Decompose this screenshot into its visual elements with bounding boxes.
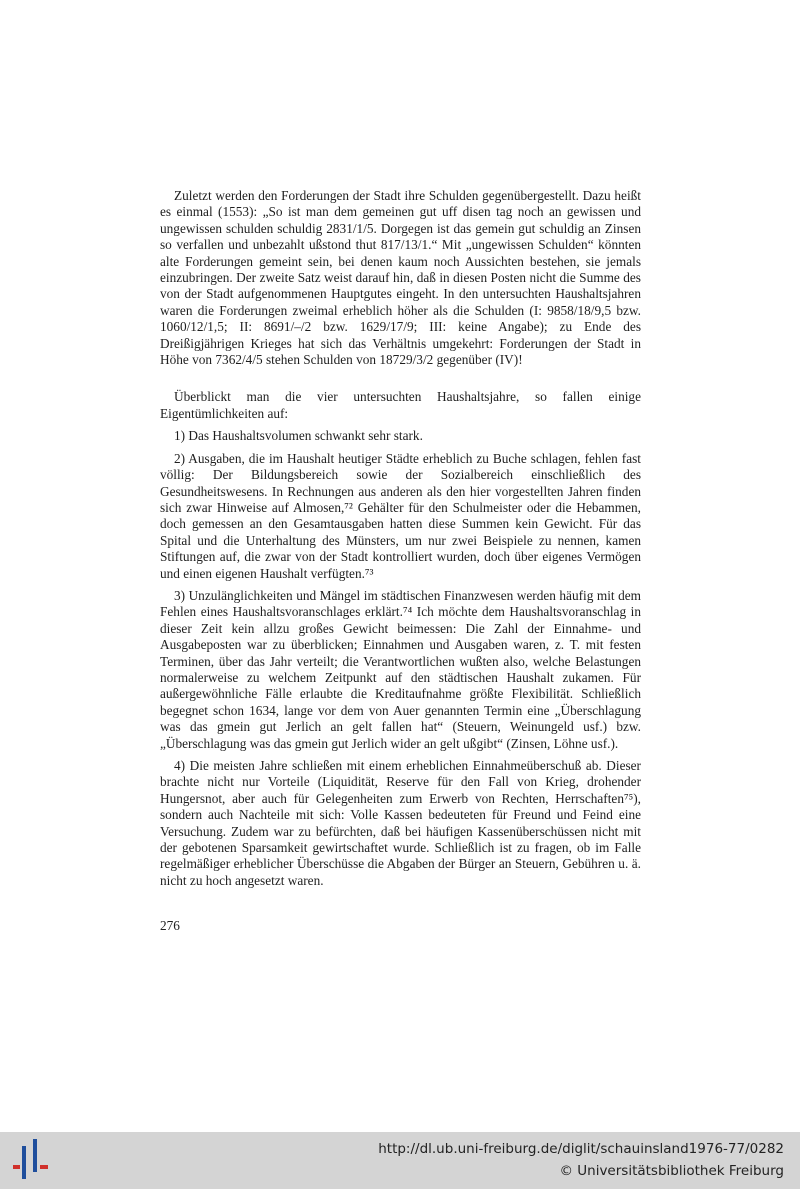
footer-bar	[0, 1132, 800, 1189]
page-text	[160, 188, 641, 895]
list-item-2: 2) Ausgaben, die im Haushalt heutiger Städte erheblich zu Buche schlagen, fehlen fast völlig: Der Bildungsbereich sowie der Sozialbereich einschließlich des Gesundheitswesens. In Rechnungen aus anderen als den hier vorgestellten Jahren finden sich zwar Hinweise auf Almosen,⁷² Gehälter für den Schulmeister oder die Hebammen, doch gemessen an den Gesamtausgaben hatten diese Summen kein Gewicht. Für das Spital und die Unterhaltung des Münsters, um nur zwei Beispiele zu nennen, kamen Stiftungen auf, die zwar von der Stadt kontrolliert wurden, doch über eigenes Vermögen und einen eigenen Haushalt verfügten.⁷³	[160, 450, 641, 581]
logo-dash-red-right	[40, 1165, 48, 1169]
logo-bar-blue-left	[22, 1146, 26, 1179]
ub-freiburg-logo-icon	[13, 1137, 53, 1183]
paragraph-debts: Zuletzt werden den Forderungen der Stadt ihre Schulden gegenübergestellt. Dazu heißt es einmal (1553): „So ist man dem gemeinen gut uff disen tag noch an gewissen und ungewissen schulden schuldig 2831/1/5. Dorgegen ist das gemein gut schuldig an Zinsen so verfallen und unbezahlt ußstond thut 817/13/1.“ Mit „ungewissen Schulden“ könnten alte Forderungen gemeint sein, bei denen kaum noch Aussichten bestehen, sie jemals einzubringen. Der zweite Satz weist darauf hin, daß in diesen Posten nicht die Summe des von der Stadt aufgenommenen Hauptgutes eingeht. In den untersuchten Haushaltsjahren waren die Forderungen zweimal erheblich höher als die Schulden (I: 9858/18/9,5 bzw. 1060/12/1,5; II: 8691/–/2 bzw. 1629/17/9; III: keine Angabe); zu Ende des Dreißigjährigen Krieges hat sich das Verhältnis umgekehrt: Forderungen der Stadt in Höhe von 7362/4/5 stehen Schulden von 18729/3/2 gegenüber (IV)!	[160, 188, 641, 368]
logo-bar-blue-right	[33, 1139, 37, 1172]
logo-dash-red-left	[13, 1165, 20, 1169]
list-item-3: 3) Unzulänglichkeiten und Mängel im städtischen Finanzwesen werden häufig mit dem Fehlen eines Haushaltsvoranschlages erklärt.⁷⁴ Ich möchte dem Haushaltsvoranschlag in dieser Zeit kein allzu großes Gewicht beimessen: Die Zahl der Einnahme- und Ausgabeposten war zu überblicken; Einnahmen und Ausgaben waren, z. T. mit festen Terminen, über das Jahr verteilt; die Verantwortlichen wußten also, welche Belastungen normalerweise zu welchem Zeitpunkt auf den städtischen Haushalt zukamen. Für außergewöhnliche Fälle erlaubte die Kreditaufnahme größte Flexibilität. Schließlich begegnet schon 1634, lange vor dem von Auer genannten Termin eine „Überschlagung was das gmein gut Jerlich an gelt fallen hat“ (Steuern, Weinungeld usf.) bzw. „Überschlagung was das gmein gut Jerlich wider an gelt ußgibt“ (Zinsen, Löhne usf.).	[160, 587, 641, 751]
paragraph-overview: Überblickt man die vier untersuchten Haushaltsjahre, so fallen einige Eigentümlichkeiten auf:	[160, 389, 641, 421]
footer-copyright: © Universitätsbibliothek Freiburg	[559, 1163, 784, 1179]
list-item-1: 1) Das Haushaltsvolumen schwankt sehr stark.	[174, 428, 423, 444]
page-number: 276	[160, 918, 180, 933]
list-item-4: 4) Die meisten Jahre schließen mit einem erheblichen Einnahmeüberschuß ab. Dieser brachte nicht nur Vorteile (Liquidität, Reserve für den Fall von Krieg, drohender Hungersnot, aber auch für Gelegenheiten zum Erwerb von Rechten, Herrschaften⁷⁵), sondern auch Nachteile mit sich: Volle Kassen bedeuteten für Freund und Feind eine Versuchung. Zudem war zu befürchten, daß bei häufigen Kassenüberschüssen nicht mit der gebotenen Sparsamkeit gewirtschaftet wurde. Schließlich ist zu fragen, ob im Falle regelmäßiger erheblicher Überschüsse die Abgaben der Bürger an Steuern, Gebühren u. ä. nicht zu hoch angesetzt waren.	[160, 758, 641, 888]
footer-url-link[interactable]: http://dl.ub.uni-freiburg.de/diglit/schauinsland1976-77/0282	[378, 1141, 784, 1157]
